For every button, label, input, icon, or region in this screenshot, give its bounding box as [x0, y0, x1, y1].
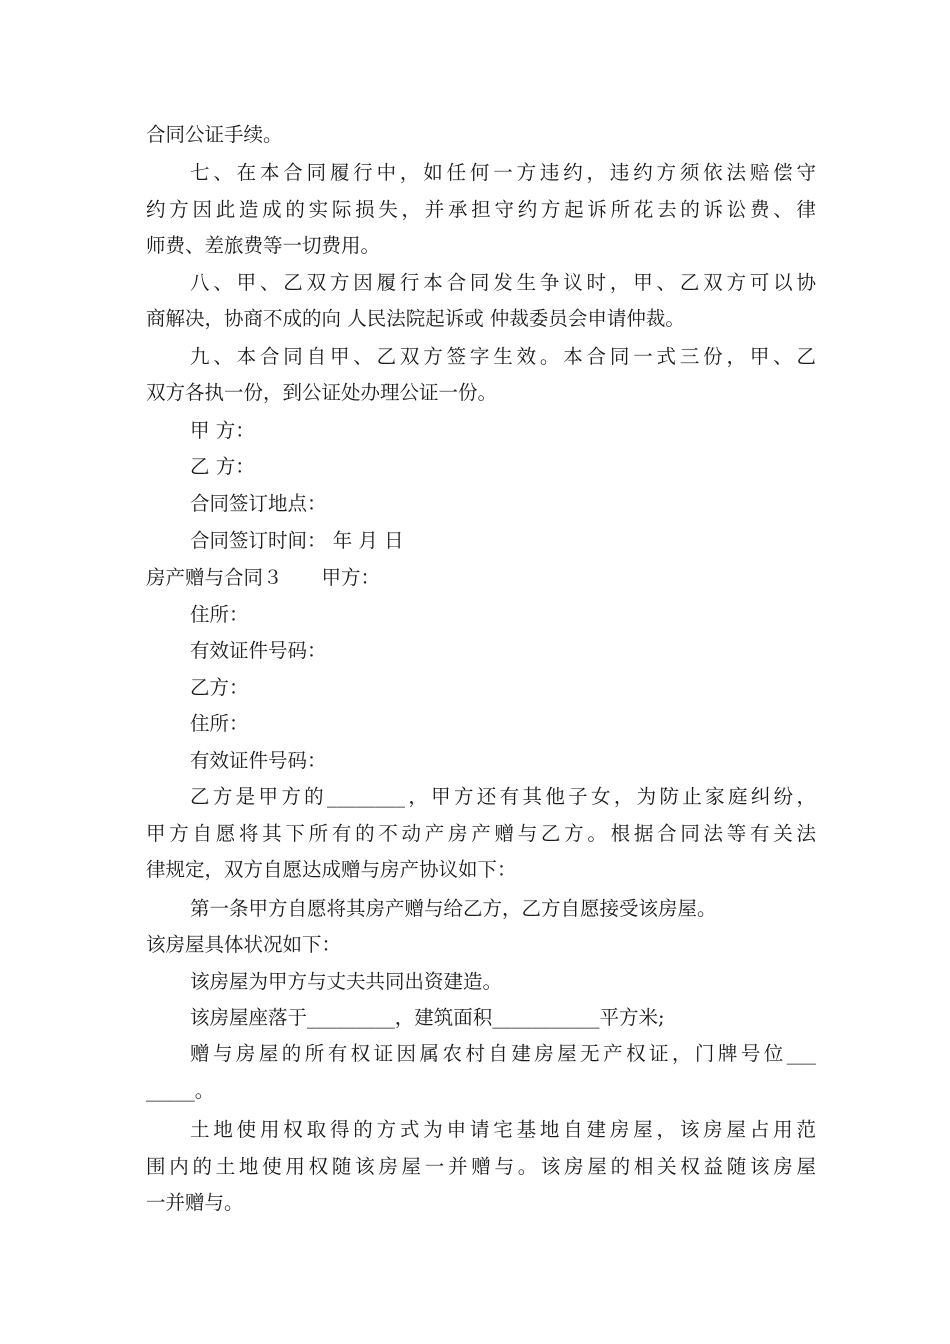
text-line: 该房屋为甲方与丈夫共同出资建造。 — [190, 970, 503, 993]
text-line: 约方因此造成的实际损失，并承担守约方起诉所花去的诉讼费、律 — [146, 198, 816, 221]
contract-three-heading: 房产赠与合同３ 甲方： — [146, 566, 381, 589]
relation-line: 乙方是甲方的________，甲方还有其他子女，为防止家庭纠纷， — [190, 785, 816, 808]
land-use-line: 土地使用权取得的方式为申请宅基地自建房屋，该房屋占用范 — [190, 1118, 816, 1141]
party-b-label: 乙 方： — [190, 455, 255, 478]
signing-date-label: 合同签订时间： 年 月 日 — [190, 529, 404, 552]
party-b-address-label: 住所： — [190, 712, 249, 735]
text-line: _____。 — [146, 1079, 215, 1102]
text-line: 商解决，协商不成的向 人民法院起诉或 仲裁委员会申请仲裁。 — [146, 307, 685, 330]
signing-place-label: 合同签订地点： — [190, 492, 327, 515]
clause-seven-line: 七、在本合同履行中，如任何一方违约，违约方须依法赔偿守 — [190, 161, 816, 184]
party-b-label: 乙方： — [190, 676, 249, 699]
text-line: 甲方自愿将其下所有的不动产房产赠与乙方。根据合同法等有关法 — [146, 822, 816, 845]
text-line: 合同公证手续。 — [146, 123, 283, 146]
text-line: 该房屋具体状况如下： — [146, 933, 342, 956]
house-location-line: 该房屋座落于_________，建筑面积___________平方米; — [190, 1006, 665, 1029]
text-line: 双方各执一份，到公证处办理公证一份。 — [146, 381, 498, 404]
clause-eight-line: 八、甲、乙双方因履行本合同发生争议时，甲、乙双方可以协 — [190, 271, 816, 294]
clause-nine-line: 九、本合同自甲、乙双方签字生效。本合同一式三份，甲、乙 — [190, 345, 816, 368]
ownership-line: 赠与房屋的所有权证因属农村自建房屋无产权证，门牌号位___ — [190, 1042, 816, 1065]
party-a-label: 甲 方： — [190, 419, 255, 442]
article-one-line: 第一条甲方自愿将其房产赠与给乙方，乙方自愿接受该房屋。 — [190, 897, 717, 920]
text-line: 围内的土地使用权随该房屋一并赠与。该房屋的相关权益随该房屋 — [146, 1155, 816, 1178]
text-line: 一并赠与。 — [146, 1191, 244, 1214]
text-line: 师费、差旅费等一切费用。 — [146, 234, 381, 257]
party-b-id-label: 有效证件号码： — [190, 749, 327, 772]
text-line: 律规定，双方自愿达成赠与房产协议如下： — [146, 858, 517, 881]
party-a-address-label: 住所： — [190, 603, 249, 626]
party-a-id-label: 有效证件号码： — [190, 639, 327, 662]
